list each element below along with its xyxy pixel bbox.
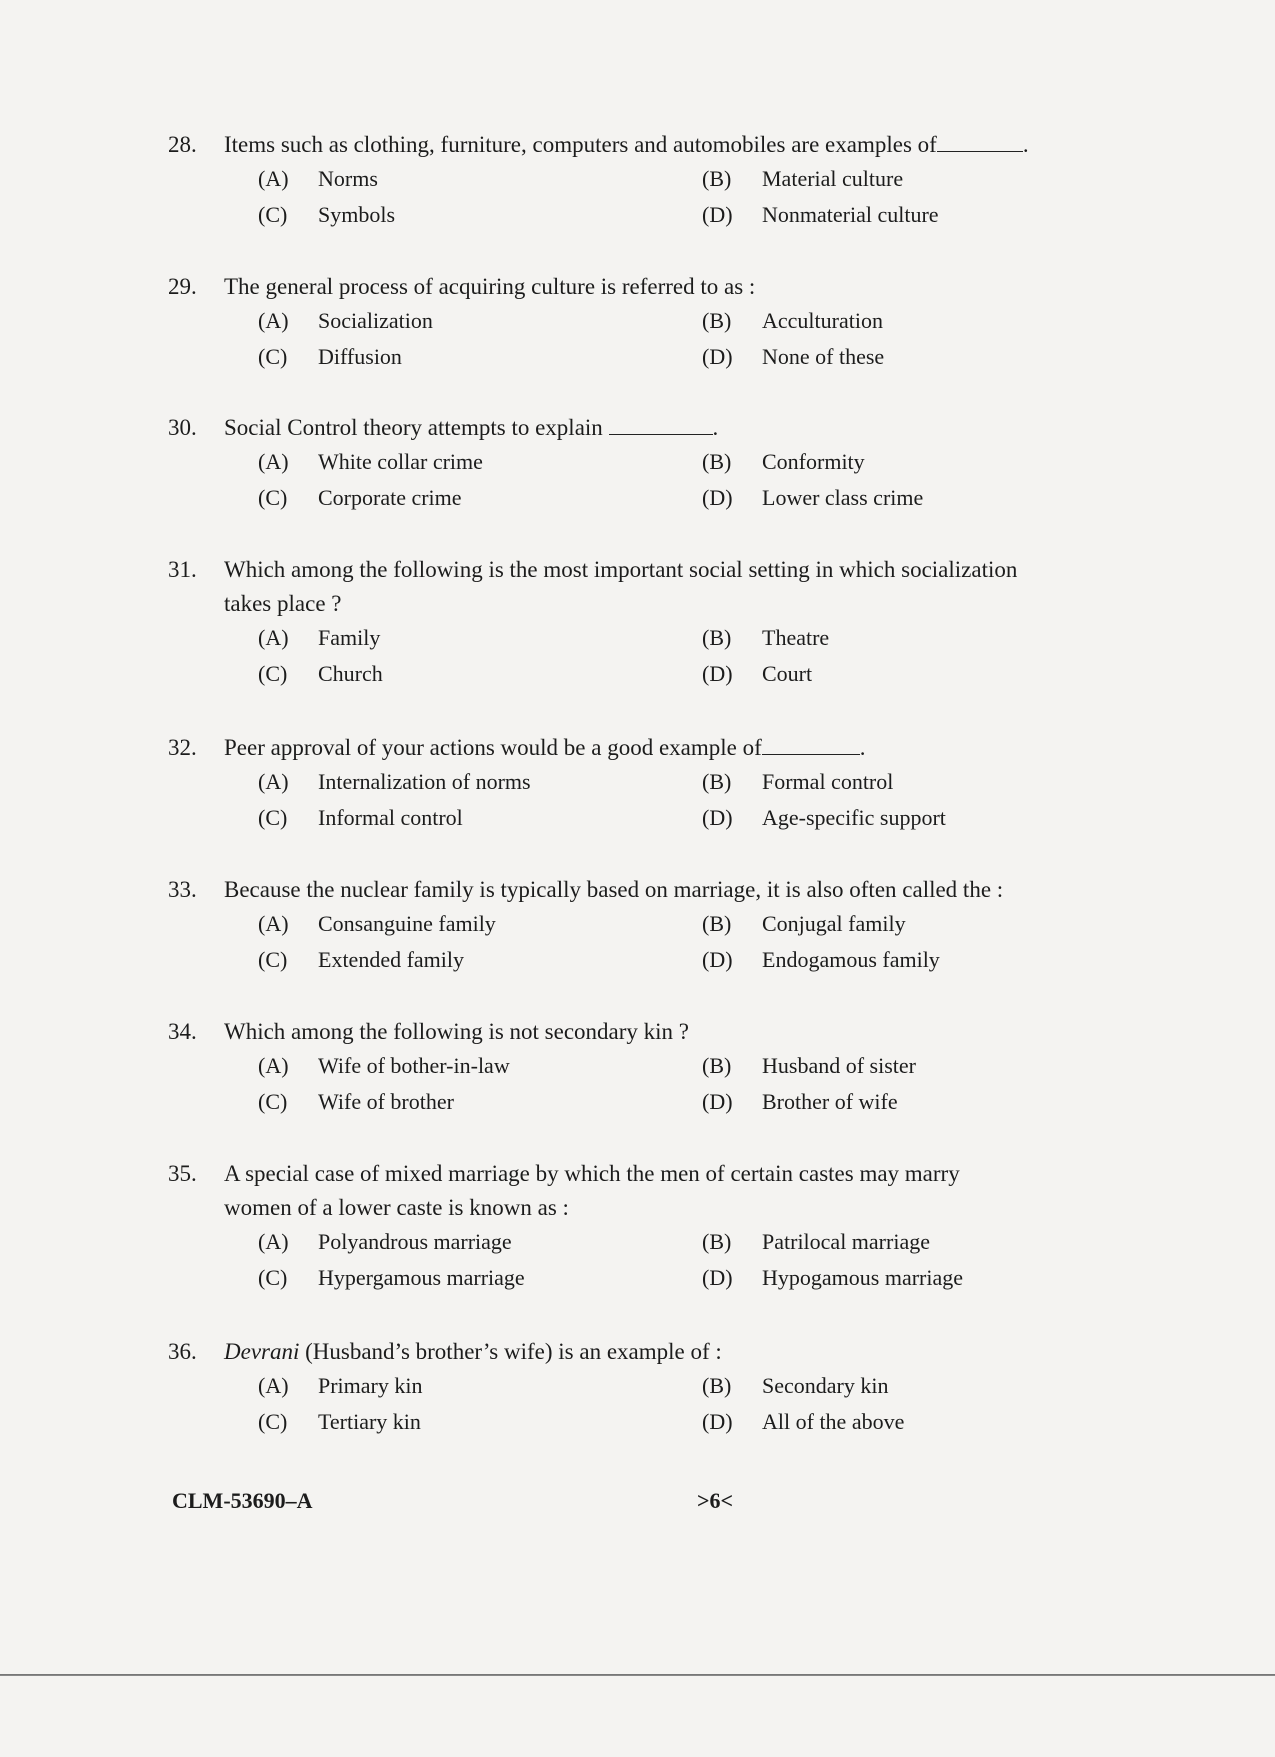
option-a: (A) Wife of bother-in-law bbox=[258, 1053, 510, 1078]
option-text: Conformity bbox=[762, 449, 865, 474]
option-d: (D) Brother of wife bbox=[702, 1089, 898, 1114]
option-a: (A) Internalization of norms bbox=[258, 769, 531, 794]
question-number: 31. bbox=[168, 557, 197, 582]
option-text: Primary kin bbox=[318, 1373, 423, 1398]
option-d: (D) Lower class crime bbox=[702, 485, 924, 510]
option-text: Consanguine family bbox=[318, 911, 496, 936]
option-c: (C) Corporate crime bbox=[258, 485, 462, 510]
options bbox=[168, 304, 1028, 375]
option-text: Endogamous family bbox=[762, 947, 940, 972]
options bbox=[168, 907, 1028, 978]
option-b: (B) Formal control bbox=[702, 769, 894, 794]
option-text: Age-specific support bbox=[762, 805, 946, 830]
question-text: (Husband’s brother’s wife) is an example of : bbox=[299, 1339, 722, 1364]
option-text: None of these bbox=[762, 344, 885, 369]
question-text-continued: women of a lower caste is known as : bbox=[224, 1195, 569, 1220]
option-text: Extended family bbox=[318, 947, 465, 972]
option-text: Conjugal family bbox=[762, 911, 906, 936]
options bbox=[168, 445, 1028, 516]
option-text: All of the above bbox=[762, 1409, 905, 1434]
question-number: 32. bbox=[168, 735, 197, 760]
options bbox=[168, 621, 1028, 692]
options bbox=[168, 1049, 1028, 1120]
question-text: Which among the following is the most important social setting in which socialization bbox=[224, 557, 1018, 582]
option-text: Corporate crime bbox=[318, 485, 462, 510]
option-text: Lower class crime bbox=[762, 485, 924, 510]
question-35 bbox=[168, 1157, 1028, 1296]
options bbox=[168, 1369, 1028, 1440]
question-term-italic: Devrani bbox=[224, 1339, 300, 1364]
option-c: (C) Wife of brother bbox=[258, 1089, 454, 1114]
option-b: (B) Acculturation bbox=[702, 308, 883, 333]
page-number: >6< bbox=[697, 1488, 734, 1513]
option-text: Tertiary kin bbox=[318, 1409, 421, 1434]
option-text: Internalization of norms bbox=[318, 769, 531, 794]
option-d: (D) Court bbox=[702, 661, 813, 686]
question-29 bbox=[168, 270, 1028, 375]
option-a: (A) Primary kin bbox=[258, 1373, 423, 1398]
option-a: (A) Socialization bbox=[258, 308, 433, 333]
option-a: (A) White collar crime bbox=[258, 449, 483, 474]
question-text: A special case of mixed marriage by which the men of certain castes may marry bbox=[224, 1161, 960, 1186]
option-c: (C) Extended family bbox=[258, 947, 465, 972]
option-text: Informal control bbox=[318, 805, 463, 830]
option-text: Hypergamous marriage bbox=[318, 1265, 525, 1290]
option-text: Formal control bbox=[762, 769, 894, 794]
question-30 bbox=[168, 411, 1028, 516]
option-b: (B) Theatre bbox=[702, 625, 830, 650]
question-34 bbox=[168, 1015, 1028, 1120]
option-b: (B) Secondary kin bbox=[702, 1373, 889, 1398]
question-number: 29. bbox=[168, 274, 197, 299]
option-d: (D) Hypogamous marriage bbox=[702, 1265, 963, 1290]
answer-blank bbox=[609, 414, 713, 435]
option-text: Material culture bbox=[762, 166, 904, 191]
question-28 bbox=[168, 128, 1028, 233]
question-end: . bbox=[712, 415, 719, 440]
question-end: . bbox=[859, 735, 866, 760]
question-text: Peer approval of your actions would be a good example of bbox=[224, 735, 762, 760]
question-end: . bbox=[1022, 132, 1029, 157]
option-text: Church bbox=[318, 661, 383, 686]
option-text: Brother of wife bbox=[762, 1089, 898, 1114]
option-b: (B) Husband of sister bbox=[702, 1053, 916, 1078]
option-c: (C) Hypergamous marriage bbox=[258, 1265, 525, 1290]
options bbox=[168, 162, 1028, 233]
question-number: 35. bbox=[168, 1161, 197, 1186]
option-text: Symbols bbox=[318, 202, 396, 227]
options bbox=[168, 1225, 1028, 1296]
question-text: Which among the following is not secondary kin ? bbox=[224, 1019, 690, 1044]
question-number: 33. bbox=[168, 877, 197, 902]
option-text: Family bbox=[318, 625, 381, 650]
option-d: (D) All of the above bbox=[702, 1409, 905, 1434]
option-c: (C) Symbols bbox=[258, 202, 396, 227]
option-text: Norms bbox=[318, 166, 378, 191]
option-b: (B) Patrilocal marriage bbox=[702, 1229, 930, 1254]
question-33 bbox=[168, 873, 1028, 978]
question-number: 28. bbox=[168, 132, 197, 157]
question-number: 30. bbox=[168, 415, 197, 440]
option-text: Theatre bbox=[762, 625, 830, 650]
option-d: (D) Age-specific support bbox=[702, 805, 946, 830]
answer-blank bbox=[762, 734, 860, 755]
option-c: (C) Diffusion bbox=[258, 344, 402, 369]
option-a: (A) Polyandrous marriage bbox=[258, 1229, 512, 1254]
option-b: (B) Conformity bbox=[702, 449, 865, 474]
option-text: Secondary kin bbox=[762, 1373, 889, 1398]
question-32 bbox=[168, 731, 1028, 836]
question-text: Social Control theory attempts to explain bbox=[224, 415, 603, 440]
option-d: (D) None of these bbox=[702, 344, 885, 369]
option-text: Polyandrous marriage bbox=[318, 1229, 512, 1254]
option-text: Patrilocal marriage bbox=[762, 1229, 930, 1254]
option-text: Socialization bbox=[318, 308, 433, 333]
option-d: (D) Nonmaterial culture bbox=[702, 202, 939, 227]
scan-edge-line bbox=[0, 1675, 1275, 1676]
option-c: (C) Church bbox=[258, 661, 383, 686]
question-number: 36. bbox=[168, 1339, 197, 1364]
question-text: The general process of acquiring culture is referred to as : bbox=[224, 274, 756, 299]
question-text: Because the nuclear family is typically based on marriage, it is also often called the : bbox=[224, 877, 1004, 902]
options bbox=[168, 765, 1028, 836]
option-c: (C) Informal control bbox=[258, 805, 463, 830]
option-b: (B) Material culture bbox=[702, 166, 904, 191]
option-a: (A) Family bbox=[258, 625, 381, 650]
option-text: Wife of bother-in-law bbox=[318, 1053, 510, 1078]
answer-blank bbox=[937, 131, 1023, 152]
question-36 bbox=[168, 1335, 1028, 1440]
option-text: Court bbox=[762, 661, 813, 686]
question-number: 34. bbox=[168, 1019, 197, 1044]
option-text: Nonmaterial culture bbox=[762, 202, 939, 227]
option-d: (D) Endogamous family bbox=[702, 947, 940, 972]
option-b: (B) Conjugal family bbox=[702, 911, 906, 936]
paper-code: CLM-53690–A bbox=[172, 1488, 313, 1513]
option-text: Wife of brother bbox=[318, 1089, 454, 1114]
option-text: White collar crime bbox=[318, 449, 483, 474]
question-31 bbox=[168, 553, 1028, 692]
option-c: (C) Tertiary kin bbox=[258, 1409, 421, 1434]
option-a: (A) Consanguine family bbox=[258, 911, 496, 936]
option-text: Husband of sister bbox=[762, 1053, 916, 1078]
option-text: Diffusion bbox=[318, 344, 402, 369]
option-text: Acculturation bbox=[762, 308, 883, 333]
option-a: (A) Norms bbox=[258, 166, 378, 191]
question-text-continued: takes place ? bbox=[224, 591, 342, 616]
question-text: Items such as clothing, furniture, computers and automobiles are examples of bbox=[224, 132, 937, 157]
option-text: Hypogamous marriage bbox=[762, 1265, 963, 1290]
